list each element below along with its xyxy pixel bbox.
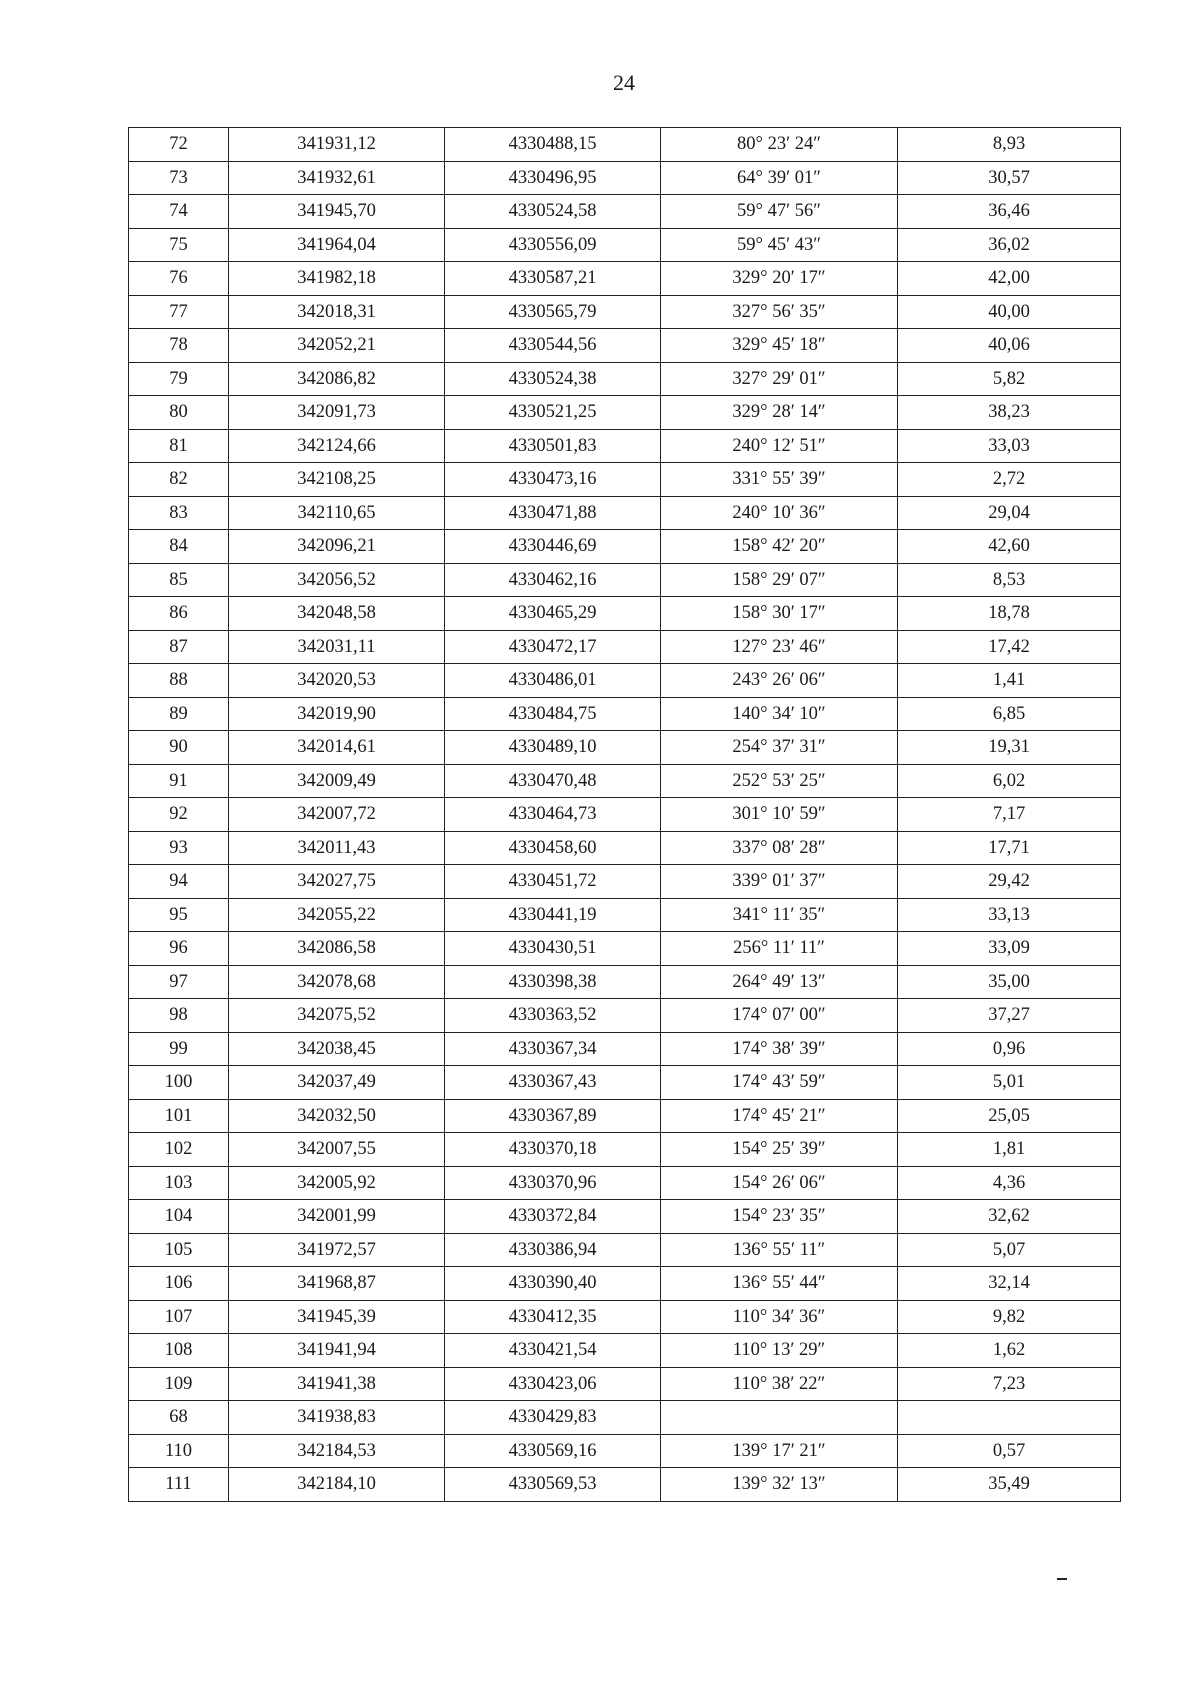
y-coordinate-cell: 4330501,83	[445, 429, 661, 463]
table-row	[129, 1367, 1121, 1401]
bearing-cell: 174° 43′ 59″	[661, 1066, 898, 1100]
distance-cell: 8,53	[898, 563, 1121, 597]
y-coordinate-cell: 4330363,52	[445, 999, 661, 1033]
point-number-cell: 72	[129, 128, 229, 162]
distance-cell: 37,27	[898, 999, 1121, 1033]
coordinates-table	[128, 127, 1121, 1502]
x-coordinate-cell: 342048,58	[229, 597, 445, 631]
table-row	[129, 898, 1121, 932]
bearing-cell: 174° 07′ 00″	[661, 999, 898, 1033]
table-row	[129, 932, 1121, 966]
table-row	[129, 865, 1121, 899]
table-row	[129, 764, 1121, 798]
y-coordinate-cell: 4330367,34	[445, 1032, 661, 1066]
point-number-cell: 85	[129, 563, 229, 597]
y-coordinate-cell: 4330544,56	[445, 329, 661, 363]
x-coordinate-cell: 341945,39	[229, 1300, 445, 1334]
table-row	[129, 1032, 1121, 1066]
distance-cell: 33,13	[898, 898, 1121, 932]
distance-cell: 4,36	[898, 1166, 1121, 1200]
distance-cell: 38,23	[898, 396, 1121, 430]
distance-cell: 36,46	[898, 195, 1121, 229]
y-coordinate-cell: 4330489,10	[445, 731, 661, 765]
distance-cell: 0,57	[898, 1434, 1121, 1468]
distance-cell: 5,82	[898, 362, 1121, 396]
y-coordinate-cell: 4330430,51	[445, 932, 661, 966]
y-coordinate-cell: 4330451,72	[445, 865, 661, 899]
point-number-cell: 87	[129, 630, 229, 664]
table-row	[129, 295, 1121, 329]
distance-cell: 30,57	[898, 161, 1121, 195]
bearing-cell: 254° 37′ 31″	[661, 731, 898, 765]
x-coordinate-cell: 341972,57	[229, 1233, 445, 1267]
distance-cell: 42,00	[898, 262, 1121, 296]
x-coordinate-cell: 342014,61	[229, 731, 445, 765]
y-coordinate-cell: 4330412,35	[445, 1300, 661, 1334]
table-row	[129, 1468, 1121, 1502]
point-number-cell: 81	[129, 429, 229, 463]
x-coordinate-cell: 341968,87	[229, 1267, 445, 1301]
point-number-cell: 102	[129, 1133, 229, 1167]
distance-cell: 19,31	[898, 731, 1121, 765]
bearing-cell: 329° 28′ 14″	[661, 396, 898, 430]
distance-cell: 35,49	[898, 1468, 1121, 1502]
x-coordinate-cell: 341941,38	[229, 1367, 445, 1401]
x-coordinate-cell: 342108,25	[229, 463, 445, 497]
distance-cell: 40,00	[898, 295, 1121, 329]
point-number-cell: 84	[129, 530, 229, 564]
table-row	[129, 429, 1121, 463]
point-number-cell: 91	[129, 764, 229, 798]
distance-cell: 6,02	[898, 764, 1121, 798]
x-coordinate-cell: 342055,22	[229, 898, 445, 932]
point-number-cell: 88	[129, 664, 229, 698]
y-coordinate-cell: 4330488,15	[445, 128, 661, 162]
distance-cell: 1,41	[898, 664, 1121, 698]
y-coordinate-cell: 4330556,09	[445, 228, 661, 262]
x-coordinate-cell: 342078,68	[229, 965, 445, 999]
point-number-cell: 105	[129, 1233, 229, 1267]
bearing-cell: 329° 45′ 18″	[661, 329, 898, 363]
point-number-cell: 73	[129, 161, 229, 195]
y-coordinate-cell: 4330462,16	[445, 563, 661, 597]
x-coordinate-cell: 342031,11	[229, 630, 445, 664]
bearing-cell: 64° 39′ 01″	[661, 161, 898, 195]
x-coordinate-cell: 342052,21	[229, 329, 445, 363]
table-row	[129, 1300, 1121, 1334]
bearing-cell: 264° 49′ 13″	[661, 965, 898, 999]
bearing-cell: 301° 10′ 59″	[661, 798, 898, 832]
bearing-cell: 339° 01′ 37″	[661, 865, 898, 899]
table-row	[129, 1166, 1121, 1200]
distance-cell: 29,04	[898, 496, 1121, 530]
distance-cell: 5,07	[898, 1233, 1121, 1267]
y-coordinate-cell: 4330524,38	[445, 362, 661, 396]
y-coordinate-cell: 4330470,48	[445, 764, 661, 798]
table-row	[129, 1267, 1121, 1301]
y-coordinate-cell: 4330569,53	[445, 1468, 661, 1502]
point-number-cell: 77	[129, 295, 229, 329]
table-row	[129, 697, 1121, 731]
table-row	[129, 228, 1121, 262]
point-number-cell: 90	[129, 731, 229, 765]
y-coordinate-cell: 4330390,40	[445, 1267, 661, 1301]
x-coordinate-cell: 342086,58	[229, 932, 445, 966]
point-number-cell: 99	[129, 1032, 229, 1066]
distance-cell: 8,93	[898, 128, 1121, 162]
table-row	[129, 128, 1121, 162]
x-coordinate-cell: 341941,94	[229, 1334, 445, 1368]
bearing-cell	[661, 1401, 898, 1435]
point-number-cell: 68	[129, 1401, 229, 1435]
table-row	[129, 1200, 1121, 1234]
point-number-cell: 108	[129, 1334, 229, 1368]
coordinates-table-body	[129, 128, 1121, 1502]
table-row	[129, 999, 1121, 1033]
table-row	[129, 1401, 1121, 1435]
table-row	[129, 195, 1121, 229]
point-number-cell: 101	[129, 1099, 229, 1133]
x-coordinate-cell: 342086,82	[229, 362, 445, 396]
end-of-table-mark	[1057, 1578, 1067, 1580]
point-number-cell: 80	[129, 396, 229, 430]
table-row	[129, 329, 1121, 363]
y-coordinate-cell: 4330398,38	[445, 965, 661, 999]
bearing-cell: 59° 47′ 56″	[661, 195, 898, 229]
table-row	[129, 362, 1121, 396]
point-number-cell: 103	[129, 1166, 229, 1200]
point-number-cell: 94	[129, 865, 229, 899]
y-coordinate-cell: 4330524,58	[445, 195, 661, 229]
x-coordinate-cell: 342038,45	[229, 1032, 445, 1066]
x-coordinate-cell: 342032,50	[229, 1099, 445, 1133]
y-coordinate-cell: 4330496,95	[445, 161, 661, 195]
x-coordinate-cell: 342056,52	[229, 563, 445, 597]
distance-cell: 18,78	[898, 597, 1121, 631]
point-number-cell: 95	[129, 898, 229, 932]
y-coordinate-cell: 4330472,17	[445, 630, 661, 664]
x-coordinate-cell: 342018,31	[229, 295, 445, 329]
table-row	[129, 630, 1121, 664]
bearing-cell: 136° 55′ 11″	[661, 1233, 898, 1267]
bearing-cell: 158° 29′ 07″	[661, 563, 898, 597]
page-number: 24	[613, 70, 635, 95]
bearing-cell: 158° 30′ 17″	[661, 597, 898, 631]
bearing-cell: 240° 10′ 36″	[661, 496, 898, 530]
distance-cell: 9,82	[898, 1300, 1121, 1334]
table-row	[129, 798, 1121, 832]
distance-cell: 1,62	[898, 1334, 1121, 1368]
distance-cell: 40,06	[898, 329, 1121, 363]
distance-cell: 17,71	[898, 831, 1121, 865]
table-row	[129, 161, 1121, 195]
y-coordinate-cell: 4330421,54	[445, 1334, 661, 1368]
table-row	[129, 1133, 1121, 1167]
distance-cell	[898, 1401, 1121, 1435]
x-coordinate-cell: 342007,55	[229, 1133, 445, 1167]
point-number-cell: 75	[129, 228, 229, 262]
table-row	[129, 1233, 1121, 1267]
y-coordinate-cell: 4330367,43	[445, 1066, 661, 1100]
x-coordinate-cell: 342124,66	[229, 429, 445, 463]
distance-cell: 42,60	[898, 530, 1121, 564]
bearing-cell: 140° 34′ 10″	[661, 697, 898, 731]
bearing-cell: 110° 34′ 36″	[661, 1300, 898, 1334]
y-coordinate-cell: 4330423,06	[445, 1367, 661, 1401]
bearing-cell: 331° 55′ 39″	[661, 463, 898, 497]
bearing-cell: 337° 08′ 28″	[661, 831, 898, 865]
table-row	[129, 1066, 1121, 1100]
bearing-cell: 80° 23′ 24″	[661, 128, 898, 162]
distance-cell: 25,05	[898, 1099, 1121, 1133]
point-number-cell: 110	[129, 1434, 229, 1468]
table-row	[129, 262, 1121, 296]
point-number-cell: 98	[129, 999, 229, 1033]
distance-cell: 7,23	[898, 1367, 1121, 1401]
x-coordinate-cell: 341932,61	[229, 161, 445, 195]
distance-cell: 35,00	[898, 965, 1121, 999]
distance-cell: 2,72	[898, 463, 1121, 497]
point-number-cell: 76	[129, 262, 229, 296]
table-row	[129, 496, 1121, 530]
y-coordinate-cell: 4330370,96	[445, 1166, 661, 1200]
distance-cell: 32,14	[898, 1267, 1121, 1301]
y-coordinate-cell: 4330458,60	[445, 831, 661, 865]
point-number-cell: 109	[129, 1367, 229, 1401]
x-coordinate-cell: 342019,90	[229, 697, 445, 731]
x-coordinate-cell: 342011,43	[229, 831, 445, 865]
y-coordinate-cell: 4330372,84	[445, 1200, 661, 1234]
x-coordinate-cell: 342005,92	[229, 1166, 445, 1200]
point-number-cell: 89	[129, 697, 229, 731]
x-coordinate-cell: 342091,73	[229, 396, 445, 430]
point-number-cell: 106	[129, 1267, 229, 1301]
point-number-cell: 97	[129, 965, 229, 999]
distance-cell: 17,42	[898, 630, 1121, 664]
distance-cell: 33,03	[898, 429, 1121, 463]
table-row	[129, 1434, 1121, 1468]
bearing-cell: 329° 20′ 17″	[661, 262, 898, 296]
y-coordinate-cell: 4330565,79	[445, 295, 661, 329]
bearing-cell: 327° 29′ 01″	[661, 362, 898, 396]
bearing-cell: 139° 32′ 13″	[661, 1468, 898, 1502]
distance-cell: 29,42	[898, 865, 1121, 899]
bearing-cell: 59° 45′ 43″	[661, 228, 898, 262]
y-coordinate-cell: 4330486,01	[445, 664, 661, 698]
bearing-cell: 154° 23′ 35″	[661, 1200, 898, 1234]
distance-cell: 6,85	[898, 697, 1121, 731]
point-number-cell: 78	[129, 329, 229, 363]
point-number-cell: 107	[129, 1300, 229, 1334]
y-coordinate-cell: 4330484,75	[445, 697, 661, 731]
bearing-cell: 256° 11′ 11″	[661, 932, 898, 966]
distance-cell: 0,96	[898, 1032, 1121, 1066]
y-coordinate-cell: 4330386,94	[445, 1233, 661, 1267]
point-number-cell: 86	[129, 597, 229, 631]
y-coordinate-cell: 4330521,25	[445, 396, 661, 430]
bearing-cell: 240° 12′ 51″	[661, 429, 898, 463]
table-row	[129, 597, 1121, 631]
x-coordinate-cell: 342020,53	[229, 664, 445, 698]
x-coordinate-cell: 341964,04	[229, 228, 445, 262]
point-number-cell: 93	[129, 831, 229, 865]
point-number-cell: 100	[129, 1066, 229, 1100]
table-row	[129, 563, 1121, 597]
bearing-cell: 252° 53′ 25″	[661, 764, 898, 798]
bearing-cell: 110° 38′ 22″	[661, 1367, 898, 1401]
y-coordinate-cell: 4330370,18	[445, 1133, 661, 1167]
table-row	[129, 396, 1121, 430]
table-row	[129, 965, 1121, 999]
x-coordinate-cell: 342184,10	[229, 1468, 445, 1502]
table-row	[129, 831, 1121, 865]
x-coordinate-cell: 342001,99	[229, 1200, 445, 1234]
distance-cell: 36,02	[898, 228, 1121, 262]
bearing-cell: 110° 13′ 29″	[661, 1334, 898, 1368]
x-coordinate-cell: 341982,18	[229, 262, 445, 296]
bearing-cell: 154° 26′ 06″	[661, 1166, 898, 1200]
x-coordinate-cell: 342184,53	[229, 1434, 445, 1468]
point-number-cell: 104	[129, 1200, 229, 1234]
bearing-cell: 158° 42′ 20″	[661, 530, 898, 564]
table-row	[129, 530, 1121, 564]
bearing-cell: 174° 38′ 39″	[661, 1032, 898, 1066]
point-number-cell: 92	[129, 798, 229, 832]
x-coordinate-cell: 342110,65	[229, 496, 445, 530]
y-coordinate-cell: 4330569,16	[445, 1434, 661, 1468]
x-coordinate-cell: 342007,72	[229, 798, 445, 832]
x-coordinate-cell: 341931,12	[229, 128, 445, 162]
y-coordinate-cell: 4330464,73	[445, 798, 661, 832]
y-coordinate-cell: 4330441,19	[445, 898, 661, 932]
point-number-cell: 82	[129, 463, 229, 497]
table-row	[129, 1334, 1121, 1368]
bearing-cell: 327° 56′ 35″	[661, 295, 898, 329]
y-coordinate-cell: 4330367,89	[445, 1099, 661, 1133]
distance-cell: 33,09	[898, 932, 1121, 966]
bearing-cell: 127° 23′ 46″	[661, 630, 898, 664]
table-row	[129, 463, 1121, 497]
distance-cell: 5,01	[898, 1066, 1121, 1100]
x-coordinate-cell: 341945,70	[229, 195, 445, 229]
x-coordinate-cell: 342009,49	[229, 764, 445, 798]
point-number-cell: 74	[129, 195, 229, 229]
y-coordinate-cell: 4330587,21	[445, 262, 661, 296]
bearing-cell: 154° 25′ 39″	[661, 1133, 898, 1167]
point-number-cell: 79	[129, 362, 229, 396]
bearing-cell: 139° 17′ 21″	[661, 1434, 898, 1468]
x-coordinate-cell: 342037,49	[229, 1066, 445, 1100]
bearing-cell: 174° 45′ 21″	[661, 1099, 898, 1133]
bearing-cell: 136° 55′ 44″	[661, 1267, 898, 1301]
bearing-cell: 341° 11′ 35″	[661, 898, 898, 932]
point-number-cell: 111	[129, 1468, 229, 1502]
distance-cell: 7,17	[898, 798, 1121, 832]
distance-cell: 32,62	[898, 1200, 1121, 1234]
y-coordinate-cell: 4330465,29	[445, 597, 661, 631]
table-row	[129, 731, 1121, 765]
x-coordinate-cell: 342075,52	[229, 999, 445, 1033]
table-row	[129, 1099, 1121, 1133]
x-coordinate-cell: 342096,21	[229, 530, 445, 564]
y-coordinate-cell: 4330473,16	[445, 463, 661, 497]
y-coordinate-cell: 4330429,83	[445, 1401, 661, 1435]
y-coordinate-cell: 4330471,88	[445, 496, 661, 530]
bearing-cell: 243° 26′ 06″	[661, 664, 898, 698]
y-coordinate-cell: 4330446,69	[445, 530, 661, 564]
x-coordinate-cell: 342027,75	[229, 865, 445, 899]
distance-cell: 1,81	[898, 1133, 1121, 1167]
x-coordinate-cell: 341938,83	[229, 1401, 445, 1435]
point-number-cell: 83	[129, 496, 229, 530]
point-number-cell: 96	[129, 932, 229, 966]
table-row	[129, 664, 1121, 698]
